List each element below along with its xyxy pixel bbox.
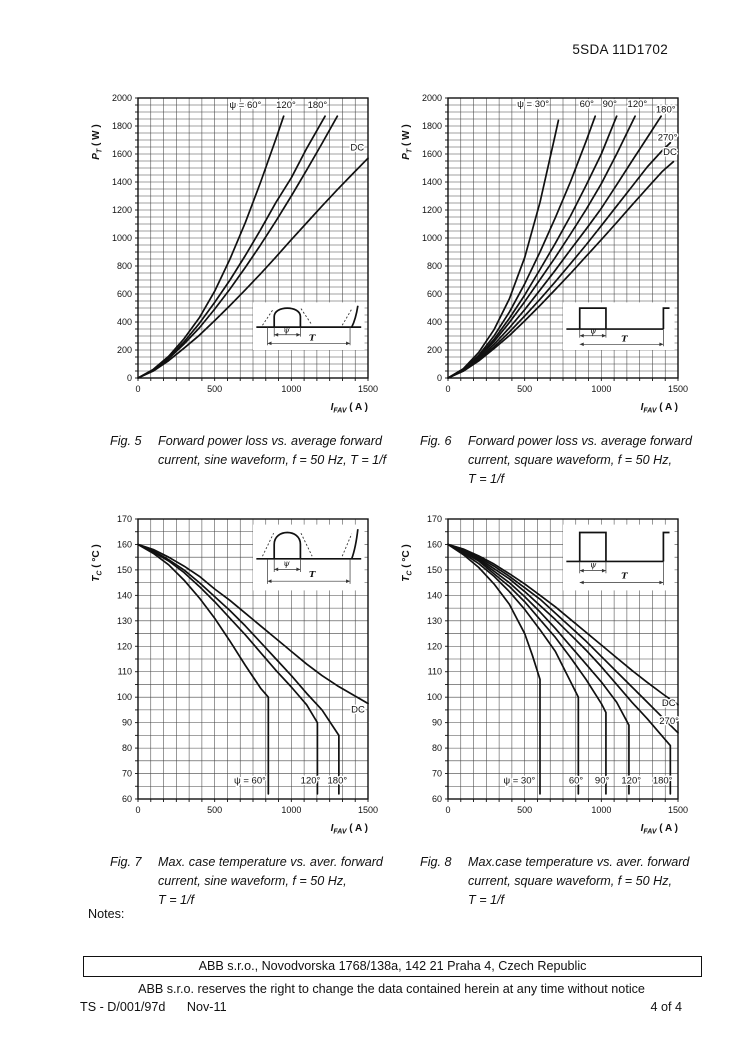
svg-text:170: 170	[116, 514, 132, 524]
svg-text:180°: 180°	[327, 775, 348, 787]
figure-5	[88, 84, 393, 470]
svg-text:T: T	[308, 333, 316, 344]
svg-text:1600: 1600	[111, 149, 132, 159]
svg-text:1600: 1600	[421, 149, 442, 159]
fig6-caption	[398, 432, 703, 489]
svg-text:0: 0	[126, 373, 132, 383]
svg-text:0: 0	[135, 384, 141, 394]
svg-text:140: 140	[426, 590, 442, 601]
svg-text:120°: 120°	[627, 99, 648, 111]
svg-text:270°: 270°	[659, 715, 679, 727]
fig5-caption	[88, 432, 393, 470]
fig6-caption-line: T = 1/f	[468, 472, 505, 486]
doc-number: 5SDA 11D1702	[572, 42, 668, 57]
fig7-caption-line: current, sine waveform, f = 50 Hz,	[158, 874, 347, 888]
svg-text:1200: 1200	[111, 205, 132, 215]
svg-text:ψ: ψ	[589, 560, 597, 570]
svg-text:0: 0	[445, 384, 451, 394]
fig6-caption-line: Forward power loss vs. average forward	[468, 434, 692, 448]
svg-text:ψ: ψ	[283, 325, 290, 335]
doc-ref: TS - D/001/97d	[80, 1000, 166, 1014]
svg-text:ψ = 30°: ψ = 30°	[503, 775, 536, 787]
svg-text:T: T	[621, 571, 628, 582]
svg-text:0: 0	[135, 805, 141, 815]
svg-text:90: 90	[121, 717, 132, 728]
svg-text:500: 500	[517, 384, 533, 394]
svg-text:1400: 1400	[421, 177, 442, 187]
svg-text:1200: 1200	[421, 205, 442, 215]
svg-text:IFAV ( A ): $I_{FAV}$ ( A )	[330, 402, 368, 415]
figure-6	[398, 84, 703, 489]
fig5-caption-line: Forward power loss vs. average forward	[158, 434, 382, 448]
svg-text:400: 400	[426, 317, 442, 327]
fig5-caption-line: current, sine waveform, f = 50 Hz, T = 1/f	[158, 453, 387, 467]
svg-text:70: 70	[121, 768, 132, 779]
svg-text:T: T	[621, 334, 628, 345]
svg-text:PT ( W ): $P_T$ ( W )	[91, 124, 104, 160]
svg-text:IFAV ( A ): $I_{FAV}$ ( A )	[330, 823, 368, 836]
svg-text:500: 500	[207, 384, 223, 394]
svg-text:60: 60	[431, 794, 442, 804]
svg-text:120°: 120°	[621, 775, 642, 787]
doc-date: Nov-11	[186, 1000, 227, 1014]
bottom-row	[80, 1000, 682, 1014]
svg-text:200: 200	[426, 345, 442, 355]
svg-text:DC: DC	[351, 704, 365, 716]
svg-text:800: 800	[426, 261, 442, 271]
svg-text:160: 160	[116, 539, 132, 550]
svg-text:600: 600	[426, 289, 442, 299]
svg-text:110: 110	[427, 666, 442, 677]
svg-text:1000: 1000	[591, 384, 612, 394]
fig7-caption-line: T = 1/f	[158, 893, 195, 907]
svg-text:DC: DC	[350, 142, 365, 154]
svg-text:130: 130	[426, 615, 442, 626]
svg-text:90°: 90°	[602, 99, 617, 111]
svg-text:80: 80	[121, 743, 132, 754]
svg-text:60°: 60°	[579, 99, 594, 111]
svg-text:100: 100	[116, 692, 132, 703]
svg-text:ψ = 60°: ψ = 60°	[233, 775, 266, 787]
svg-text:500: 500	[207, 805, 223, 815]
company-address-box	[83, 956, 702, 977]
svg-text:270°: 270°	[657, 132, 678, 144]
svg-text:90: 90	[431, 717, 442, 728]
svg-text:140: 140	[116, 590, 132, 601]
fig8-chart	[398, 505, 698, 837]
figure-8	[398, 505, 703, 910]
fig6-label: Fig. 6	[420, 434, 452, 448]
fig5-label: Fig. 5	[110, 434, 142, 448]
svg-text:150: 150	[116, 564, 132, 575]
fig8-caption-line: Max.case temperature vs. aver. forward	[468, 855, 690, 869]
svg-text:80: 80	[431, 743, 442, 754]
svg-text:1000: 1000	[281, 384, 302, 394]
svg-text:100: 100	[426, 692, 442, 703]
svg-text:120°: 120°	[276, 99, 296, 111]
svg-text:1500: 1500	[357, 805, 379, 815]
svg-text:1800: 1800	[111, 121, 132, 131]
fig7-caption	[88, 853, 393, 910]
svg-text:1400: 1400	[111, 177, 132, 187]
svg-text:1800: 1800	[421, 121, 442, 131]
svg-text:1000: 1000	[591, 805, 612, 815]
fig8-label: Fig. 8	[420, 855, 452, 869]
svg-text:160: 160	[426, 539, 442, 550]
svg-text:120°: 120°	[300, 775, 321, 787]
svg-text:T: T	[308, 570, 316, 581]
fig8-caption	[398, 853, 703, 910]
svg-text:500: 500	[517, 805, 533, 815]
svg-text:150: 150	[426, 564, 442, 575]
fig8-caption-line: current, square waveform, f = 50 Hz,	[468, 874, 673, 888]
svg-text:IFAV ( A ): $I_{FAV}$ ( A )	[640, 823, 678, 836]
fig8-caption-line: T = 1/f	[468, 893, 505, 907]
svg-text:DC: DC	[661, 698, 676, 710]
svg-text:120: 120	[116, 641, 132, 652]
svg-text:180°: 180°	[307, 99, 328, 111]
svg-text:TC ( °C ): $T_C$ ( °C )	[401, 544, 414, 582]
figure-7	[88, 505, 393, 910]
svg-text:DC: DC	[663, 147, 677, 159]
company-address: ABB s.r.o., Novodvorska 1768/138a, 142 21 Praha 4, Czech Republic	[198, 959, 587, 973]
svg-text:180°: 180°	[652, 775, 673, 787]
svg-text:0: 0	[436, 373, 442, 383]
svg-text:800: 800	[116, 261, 132, 271]
svg-text:60: 60	[121, 794, 132, 804]
svg-text:130: 130	[116, 615, 132, 626]
svg-text:1500: 1500	[667, 805, 689, 815]
svg-text:ψ = 60°: ψ = 60°	[229, 99, 262, 111]
svg-text:600: 600	[116, 289, 132, 299]
svg-text:400: 400	[116, 317, 132, 327]
disclaimer-text: ABB s.r.o. reserves the right to change the data contained herein at any time without notice	[138, 982, 645, 996]
svg-text:ψ: ψ	[283, 559, 290, 569]
fig6-chart	[398, 84, 698, 416]
svg-text:IFAV ( A ): $I_{FAV}$ ( A )	[640, 402, 678, 415]
svg-text:1000: 1000	[421, 233, 442, 243]
svg-text:180°: 180°	[655, 104, 676, 116]
page-number: 4 of 4	[650, 1000, 682, 1014]
svg-text:60°: 60°	[568, 775, 584, 787]
svg-text:170: 170	[426, 514, 442, 524]
fig7-label: Fig. 7	[110, 855, 142, 869]
svg-text:TC ( °C ): $T_C$ ( °C )	[91, 544, 104, 582]
fig7-caption-line: Max. case temperature vs. aver. forward	[158, 855, 383, 869]
svg-text:1000: 1000	[281, 805, 302, 815]
notes-label: Notes:	[88, 907, 125, 921]
fig7-chart	[88, 505, 388, 837]
svg-text:70: 70	[431, 768, 442, 779]
svg-text:200: 200	[116, 345, 132, 355]
svg-text:120: 120	[426, 641, 442, 652]
svg-text:ψ: ψ	[589, 326, 597, 336]
svg-text:1500: 1500	[357, 384, 379, 394]
svg-text:1000: 1000	[111, 233, 132, 243]
svg-text:1500: 1500	[667, 384, 689, 394]
fig5-chart	[88, 84, 388, 416]
fig6-caption-line: current, square waveform, f = 50 Hz,	[468, 453, 673, 467]
svg-text:90°: 90°	[594, 775, 610, 787]
svg-text:0: 0	[445, 805, 451, 815]
svg-text:110: 110	[117, 666, 132, 677]
svg-text:2000: 2000	[111, 93, 132, 103]
svg-text:PT ( W ): $P_T$ ( W )	[401, 124, 414, 160]
svg-text:ψ = 30°: ψ = 30°	[517, 99, 550, 111]
svg-text:2000: 2000	[421, 93, 442, 103]
